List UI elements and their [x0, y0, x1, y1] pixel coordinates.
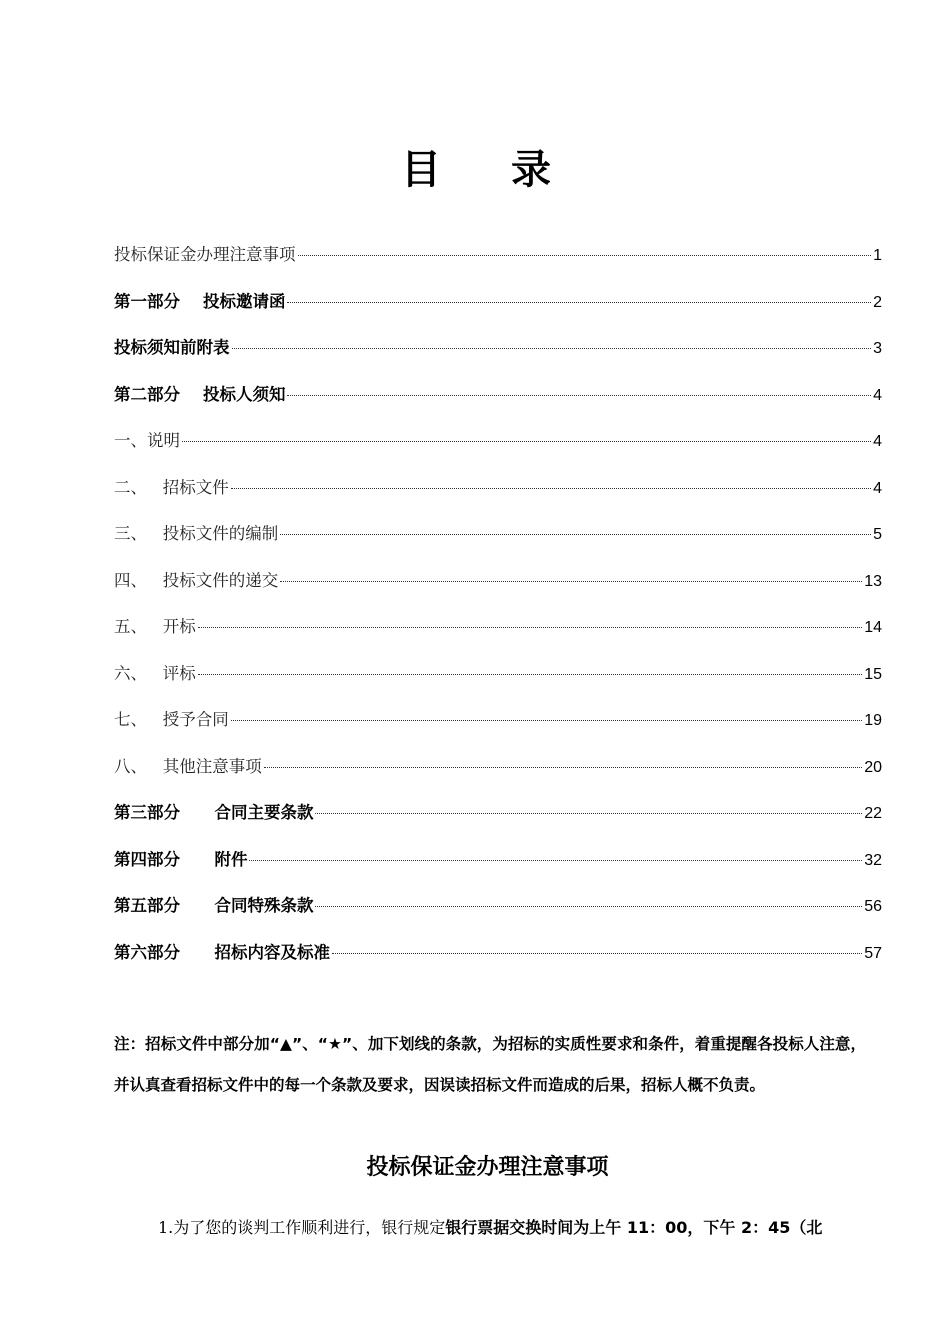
toc-entry-label: 二、 招标文件	[114, 477, 229, 497]
toc-entry[interactable]	[114, 465, 882, 512]
toc-entry[interactable]	[114, 325, 882, 372]
toc-entry[interactable]	[114, 511, 882, 558]
toc-entry[interactable]	[114, 232, 882, 279]
toc-entry[interactable]	[114, 651, 882, 698]
toc-entry[interactable]	[114, 930, 882, 977]
toc-entry-page-number: 56	[864, 898, 882, 915]
toc-dot-leader	[287, 302, 871, 303]
toc-entry-label: 八、 其他注意事项	[114, 756, 262, 776]
toc-entry[interactable]	[114, 790, 882, 837]
toc-dot-leader	[287, 395, 871, 396]
toc-entry-label: 投标须知前附表	[114, 338, 230, 357]
toc-dot-leader	[182, 441, 871, 442]
table-of-contents	[114, 232, 882, 976]
toc-dot-leader	[232, 348, 872, 349]
toc-entry-label: 第五部分 合同特殊条款	[114, 896, 314, 915]
toc-entry-page-number: 4	[873, 433, 882, 450]
toc-dot-leader	[264, 767, 862, 768]
toc-entry-page-number: 13	[864, 572, 882, 590]
toc-dot-leader	[249, 860, 862, 861]
toc-entry-page-number: 14	[864, 619, 882, 636]
toc-dot-leader	[332, 953, 862, 954]
toc-entry-label: 第四部分 附件	[114, 849, 248, 869]
toc-entry-page-number: 32	[864, 851, 882, 869]
toc-entry-page-number: 15	[864, 665, 882, 683]
toc-entry-label: 四、 投标文件的递交	[114, 570, 279, 590]
toc-entry-page-number: 4	[873, 479, 882, 497]
toc-entry-label: 一、说明	[114, 431, 180, 450]
toc-entry-page-number: 22	[864, 805, 882, 822]
toc-entry-page-number: 19	[864, 712, 882, 729]
toc-entry-page-number: 2	[873, 293, 882, 311]
toc-entry-label: 投标保证金办理注意事项	[114, 245, 296, 264]
toc-dot-leader	[315, 813, 862, 814]
toc-entry-page-number: 3	[873, 340, 882, 357]
toc-dot-leader	[280, 581, 862, 582]
toc-dot-leader	[231, 488, 871, 489]
toc-entry-label: 七、 授予合同	[114, 710, 229, 729]
toc-entry[interactable]	[114, 558, 882, 605]
toc-entry-page-number: 1	[873, 247, 882, 264]
toc-entry-page-number: 4	[873, 386, 882, 404]
toc-entry-page-number: 20	[864, 758, 882, 776]
note-paragraph: 注：招标文件中部分加“▲”、“★”、加下划线的条款，为招标的实质性要求和条件，着重提醒各投标人注意，并认真查看招标文件中的每一个条款及要求，因误读招标文件而造成的后果，招标人概不负责。	[114, 1035, 866, 1094]
toc-entry[interactable]	[114, 744, 882, 791]
toc-entry[interactable]	[114, 372, 882, 419]
paragraph-emphasis: 银行票据交换时间为上午 11：00，下午 2：45（北	[445, 1218, 823, 1237]
body-paragraph	[158, 1213, 878, 1243]
toc-entry-label: 第二部分 投标人须知	[114, 384, 286, 404]
toc-dot-leader	[231, 720, 862, 721]
toc-entry-label: 六、 评标	[114, 663, 196, 683]
toc-dot-leader	[280, 534, 871, 535]
section-heading: 投标保证金办理注意事项	[366, 1155, 609, 1180]
toc-entry[interactable]	[114, 418, 882, 465]
toc-dot-leader	[198, 627, 862, 628]
toc-entry-page-number: 5	[873, 526, 882, 543]
toc-entry-label: 五、 开标	[114, 617, 196, 636]
toc-dot-leader	[298, 255, 872, 256]
toc-entry[interactable]	[114, 279, 882, 326]
toc-entry-label: 三、 投标文件的编制	[114, 524, 279, 543]
toc-entry-label: 第三部分 合同主要条款	[114, 803, 314, 822]
toc-entry-label: 第六部分 招标内容及标准	[114, 942, 330, 962]
toc-entry-page-number: 57	[864, 944, 882, 962]
toc-entry[interactable]	[114, 697, 882, 744]
toc-entry[interactable]	[114, 604, 882, 651]
toc-entry[interactable]	[114, 837, 882, 884]
toc-entry[interactable]	[114, 883, 882, 930]
toc-dot-leader	[198, 674, 862, 675]
toc-dot-leader	[315, 906, 862, 907]
page-title: 目 录	[401, 146, 579, 193]
paragraph-text: 1.为了您的谈判工作顺利进行，银行规定	[158, 1218, 446, 1237]
toc-entry-label: 第一部分 投标邀请函	[114, 291, 286, 311]
